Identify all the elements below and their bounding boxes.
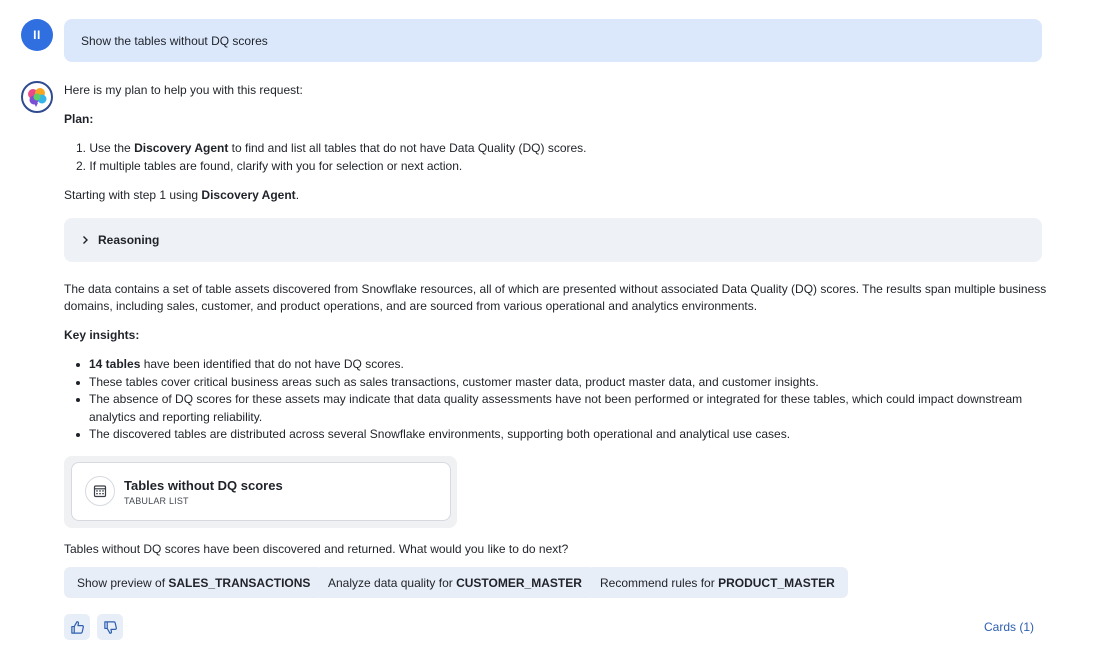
plan-step-text: If multiple tables are found, clarify with you for selection or next action.	[89, 159, 463, 173]
card-title: Tables without DQ scores	[124, 478, 283, 493]
chevron-right-icon	[80, 235, 90, 245]
user-message-text: Show the tables without DQ scores	[81, 33, 268, 48]
plan-step-text: to find and list all tables that do not have Data Quality (DQ) scores.	[228, 141, 587, 155]
insight-item: The absence of DQ scores for these assets may indicate that data quality assessments have not been performed or integrated for these tables, which could impact downstream	[89, 392, 1023, 406]
insight-item-continued: analytics and reporting reliability.	[89, 410, 263, 424]
insight-highlight: 14 tables	[89, 357, 141, 371]
brain-logo-icon	[25, 85, 49, 109]
thumbs-up-button[interactable]	[64, 614, 90, 640]
followup-text: Tables without DQ scores have been discovered and returned. What would you like to do next?	[64, 542, 569, 556]
thumbs-up-icon	[70, 620, 85, 635]
user-message-bubble	[64, 19, 1042, 62]
insight-item: These tables cover critical business areas such as sales transactions, customer master data, product master data, and customer insights.	[89, 375, 819, 389]
insight-item	[89, 357, 404, 371]
suggestion-table-name: CUSTOMER_MASTER	[456, 575, 582, 590]
tables-result-card[interactable]	[71, 462, 451, 521]
plan-intro: Here is my plan to help you with this request:	[64, 83, 303, 97]
suggestion-preview-sales-transactions[interactable]	[64, 567, 323, 598]
cards-link[interactable]: Cards (1)	[983, 620, 1034, 634]
card-subtitle: TABULAR LIST	[124, 496, 189, 506]
thumbs-down-button[interactable]	[97, 614, 123, 640]
bullet-dot	[76, 398, 80, 402]
insights-heading: Key insights:	[64, 328, 140, 342]
summary-line: The data contains a set of table assets discovered from Snowflake resources, all of which are presented without associated Data Quality (DQ) scores. The results span multiple business	[64, 282, 1047, 296]
suggestion-text: Show preview of	[77, 575, 166, 590]
plan-step-1	[76, 141, 587, 155]
plan-step-number: 1.	[76, 141, 87, 155]
suggestion-table-name: PRODUCT_MASTER	[718, 575, 835, 590]
suggestion-table-name: SALES_TRANSACTIONS	[168, 575, 311, 590]
result-card-container	[64, 456, 457, 528]
plan-step-text: Use the	[89, 141, 135, 155]
summary-line: domains, including sales, customer, and product operations, and are sourced from various operational and analytics environments.	[64, 299, 758, 313]
reasoning-toggle[interactable]	[64, 218, 1042, 262]
bullet-dot	[76, 363, 80, 367]
suggestion-recommend-product-master[interactable]	[587, 567, 848, 598]
thumbs-down-icon	[103, 620, 118, 635]
assistant-avatar	[21, 81, 53, 113]
suggestion-text: Analyze data quality for	[328, 575, 453, 590]
starting-step-text: .	[295, 188, 300, 202]
starting-step	[64, 188, 299, 202]
suggestion-analyze-customer-master[interactable]	[315, 567, 595, 598]
starting-step-agent: Discovery Agent	[201, 188, 296, 202]
calendar-table-icon	[85, 476, 115, 506]
bullet-dot	[76, 433, 80, 437]
bullet-dot	[76, 381, 80, 385]
plan-heading: Plan:	[64, 112, 94, 126]
user-avatar: II	[21, 19, 53, 51]
plan-step-agent: Discovery Agent	[134, 141, 229, 155]
insight-text: have been identified that do not have DQ scores.	[140, 357, 404, 371]
plan-step-number: 2.	[76, 159, 87, 173]
starting-step-text: Starting with step 1 using	[64, 188, 202, 202]
reasoning-label: Reasoning	[98, 233, 160, 247]
plan-step-2	[76, 159, 462, 173]
suggestion-text: Recommend rules for	[600, 575, 715, 590]
insight-item: The discovered tables are distributed across several Snowflake environments, supporting both operational and analytical use cases.	[89, 427, 791, 441]
